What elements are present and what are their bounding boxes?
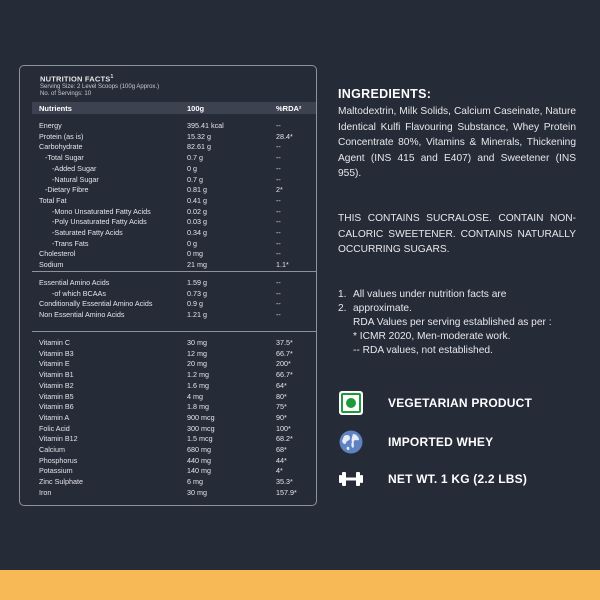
nutrient-name: Protein (as is)	[39, 131, 84, 141]
nutrient-name: -Total Sugar	[45, 153, 84, 163]
nutrient-value: 0.02 g	[187, 206, 207, 216]
nutrient-name: Vitamin B12	[39, 434, 78, 444]
nutrient-name: Potassium	[39, 466, 73, 476]
nutrient-rda: --	[276, 299, 281, 309]
table-row	[20, 132, 316, 142]
nutrient-rda: 28.4*	[276, 131, 293, 141]
table-row	[20, 402, 316, 412]
nutrient-rda: --	[276, 121, 281, 130]
nutrition-facts-title: NUTRITION FACTS$^1$	[40, 74, 114, 84]
table-row	[20, 260, 316, 270]
nutrient-value: 0.9 g	[187, 299, 203, 309]
nutrient-name: Zinc Sulphate	[39, 477, 83, 487]
nutrient-name: -Saturated Fatty Acids	[52, 228, 123, 237]
nutrient-value: 0.34 g	[187, 228, 207, 237]
nutrient-value: 1.2 mg	[187, 370, 209, 380]
nutrient-name: -Trans Fats	[52, 238, 89, 248]
nutrient-value: 440 mg	[187, 455, 211, 465]
feature-vegetarian	[338, 390, 588, 416]
nutrient-value: 1.21 g	[187, 310, 207, 320]
nutrient-rda: --	[276, 206, 281, 216]
table-row	[20, 299, 316, 309]
nutrient-rda: --	[276, 142, 281, 152]
note-number-1: 1.	[338, 289, 347, 300]
table-row	[20, 349, 316, 359]
feature-label: IMPORTED WHEY	[388, 435, 494, 449]
table-row	[20, 289, 316, 299]
nutrient-name: -Dietary Fibre	[45, 185, 89, 195]
note-line-1: All values under nutrition facts are	[353, 289, 507, 300]
nutrient-rda: --	[276, 249, 281, 259]
header-nutrients: Nutrients	[39, 103, 72, 113]
vegetarian-icon	[338, 390, 364, 416]
nutrient-name: Vitamin B3	[39, 348, 74, 358]
nutrient-name: -Mono Unsaturated Fatty Acids	[52, 206, 151, 216]
nutrient-rda: 68*	[276, 445, 287, 454]
nutrient-name: -Added Sugar	[52, 163, 97, 173]
nutrient-value: 900 mcg	[187, 412, 215, 422]
nutrient-rda: --	[276, 228, 281, 237]
note-line-3: RDA Values per serving established as per :	[353, 317, 552, 328]
table-row	[20, 217, 316, 227]
table-row	[20, 278, 316, 288]
nutrient-value: 30 mg	[187, 338, 207, 347]
table-row	[20, 359, 316, 369]
nutrient-value: 21 mg	[187, 260, 207, 270]
nutrient-name: Vitamin A	[39, 412, 70, 422]
note-line-5: -- RDA values, not established.	[353, 345, 493, 356]
header-100g: 100g	[187, 103, 205, 113]
nutrient-value: 12 mg	[187, 348, 207, 358]
nutrient-name: Phosphorus	[39, 455, 78, 465]
nutrient-rda: 44*	[276, 455, 287, 465]
table-row	[20, 207, 316, 217]
table-row	[20, 466, 316, 476]
nutrient-rda: 4*	[276, 466, 283, 476]
nutrient-value: 1.8 mg	[187, 402, 209, 412]
nutrient-name: Essential Amino Acids	[39, 278, 110, 287]
note-line-2: approximate.	[353, 303, 412, 314]
nutrient-name: Iron	[39, 487, 52, 497]
header-rda: %RDA²	[276, 103, 302, 113]
nutrient-rda: 2*	[276, 185, 283, 195]
nutrient-rda: 68.2*	[276, 434, 293, 444]
table-row	[20, 153, 316, 163]
table-row	[20, 164, 316, 174]
nutrient-rda: --	[276, 217, 281, 227]
table-row	[20, 370, 316, 380]
note-number-2: 2.	[338, 303, 347, 314]
nutrient-rda: --	[276, 278, 281, 287]
note-line-4: * ICMR 2020, Men-moderate work.	[353, 331, 511, 342]
nutrient-value: 395.41 kcal	[187, 121, 224, 130]
nutrition-facts-panel	[19, 65, 317, 506]
nutrient-name: Vitamin B6	[39, 402, 74, 412]
nutrient-name: Folic Acid	[39, 423, 70, 433]
table-row	[20, 239, 316, 249]
nutrient-name: Energy	[39, 121, 62, 130]
feature-label: VEGETARIAN PRODUCT	[388, 396, 533, 410]
table-row	[20, 228, 316, 238]
section-divider	[32, 331, 316, 332]
nutrient-rda: 1.1*	[276, 260, 289, 270]
nutrient-name: -of which BCAAs	[52, 288, 106, 298]
dumbbell-icon	[338, 466, 364, 492]
nutrient-name: Vitamin C	[39, 338, 71, 347]
table-row	[20, 488, 316, 498]
table-row	[20, 249, 316, 259]
nutrient-value: 1.59 g	[187, 278, 207, 287]
nutrient-value: 0 g	[187, 163, 197, 173]
nutrient-value: 0.73 g	[187, 288, 207, 298]
table-row	[20, 142, 316, 152]
nutrient-value: 0.03 g	[187, 217, 207, 227]
nutrient-value: 30 mg	[187, 487, 207, 497]
nutrient-rda: 200*	[276, 359, 291, 369]
serving-size: Serving Size: 2 Level Scoops (100g Approx.)	[40, 84, 160, 90]
accent-band	[0, 570, 600, 600]
nutrient-name: Sodium	[39, 260, 64, 270]
nutrient-rda: --	[276, 288, 281, 298]
table-row	[20, 424, 316, 434]
nutrient-rda: --	[276, 310, 281, 320]
nutrient-name: Vitamin B5	[39, 391, 74, 401]
nutrient-rda: 90*	[276, 412, 287, 422]
table-row	[20, 121, 316, 131]
nutrient-rda: --	[276, 153, 281, 163]
table-row	[20, 445, 316, 455]
nutrient-value: 15.32 g	[187, 131, 211, 141]
feature-net-weight	[338, 466, 588, 492]
nutrient-value: 82.61 g	[187, 142, 211, 152]
table-row	[20, 175, 316, 185]
number-of-servings: No. of Servings: 10	[40, 91, 92, 97]
table-row	[20, 310, 316, 320]
nutrient-rda: 37.5*	[276, 338, 293, 347]
table-row	[20, 413, 316, 423]
nutrient-value: 20 mg	[187, 359, 207, 369]
nutrient-value: 0.81 g	[187, 185, 207, 195]
table-row	[20, 185, 316, 195]
nutrient-rda: 80*	[276, 391, 287, 401]
section-divider	[32, 271, 316, 272]
nutrient-value: 6 mg	[187, 477, 203, 487]
table-row	[20, 338, 316, 348]
nutrient-name: Carbohydrate	[39, 142, 83, 152]
nutrient-value: 0.7 g	[187, 153, 203, 163]
nutrient-rda: --	[276, 163, 281, 173]
nutrient-rda: 157.9*	[276, 487, 297, 497]
nutrient-name: Total Fat	[39, 195, 67, 205]
nutrient-value: 140 mg	[187, 466, 211, 476]
nutrient-value: 0 mg	[187, 249, 203, 259]
table-row	[20, 381, 316, 391]
nutrient-name: Vitamin B2	[39, 380, 74, 390]
nutrient-value: 1.5 mcg	[187, 434, 213, 444]
table-row	[20, 392, 316, 402]
table-row	[20, 434, 316, 444]
table-row	[20, 196, 316, 206]
sweetener-warning: THIS CONTAINS SUCRALOSE. CONTAIN NON-CALORIC SWEETENER. CONTAINS NATURALLY OCCURRING SUGARS.	[338, 213, 576, 255]
nutrient-value: 1.6 mg	[187, 380, 209, 390]
nutrient-value: 0.7 g	[187, 174, 203, 184]
nutrient-rda: 66.7*	[276, 348, 293, 358]
nutrient-rda: 75*	[276, 402, 287, 412]
feature-label: NET WT. 1 KG (2.2 LBS)	[388, 472, 528, 486]
nutrition-header-row	[32, 102, 316, 114]
ingredients-text: Maltodextrin, Milk Solids, Calcium Caseinate, Nature Identical Kulfi Flavouring Substance, Whey Protein Concentrate 80%, Vitamins & Minerals, Thickening Agent (INS 415 and E407) and Sweetener (INS 955).	[338, 106, 576, 179]
nutrient-value: 4 mg	[187, 391, 203, 401]
nutrient-value: 300 mcg	[187, 423, 215, 433]
nutrient-value: 680 mg	[187, 445, 211, 454]
nutrient-rda: 100*	[276, 423, 291, 433]
nutrient-name: Non Essential Amino Acids	[39, 310, 125, 320]
nutrient-rda: --	[276, 174, 281, 184]
nutrient-name: -Natural Sugar	[52, 174, 99, 184]
nutrient-rda: 66.7*	[276, 370, 293, 380]
feature-imported-whey	[338, 429, 588, 455]
nutrient-value: 0.41 g	[187, 195, 207, 205]
nutrient-rda: --	[276, 238, 281, 248]
nutrient-rda: 35.3*	[276, 477, 293, 487]
table-row	[20, 477, 316, 487]
nutrient-name: Cholesterol	[39, 249, 76, 259]
nutrient-name: Conditionally Essential Amino Acids	[39, 299, 153, 309]
globe-icon	[338, 429, 364, 455]
table-row	[20, 456, 316, 466]
nutrient-name: Vitamin E	[39, 359, 70, 369]
nutrient-rda: 64*	[276, 380, 287, 390]
nutrient-rda: --	[276, 195, 281, 205]
nutrient-name: Vitamin B1	[39, 370, 74, 380]
nutrient-name: -Poly Unsaturated Fatty Acids	[52, 217, 147, 227]
ingredients-heading: INGREDIENTS:	[338, 87, 432, 101]
nutrient-value: 0 g	[187, 238, 197, 248]
nutrient-name: Calcium	[39, 445, 65, 454]
